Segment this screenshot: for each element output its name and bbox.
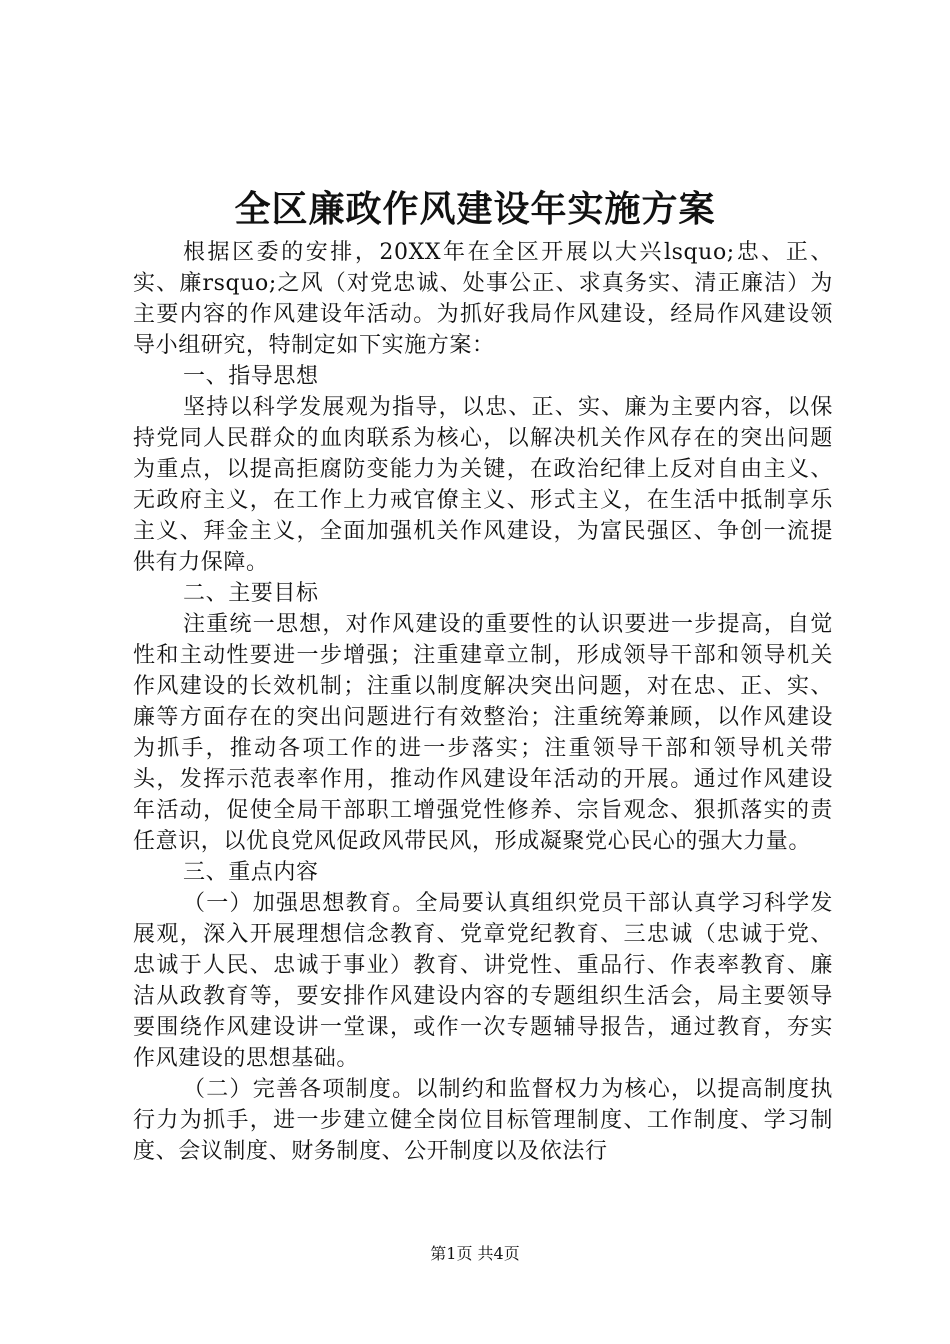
page-number-footer: 第1页 共4页 xyxy=(430,1244,520,1263)
key-content-item-1-paragraph: （一）加强思想教育。全局要认真组织党员干部认真学习科学发展观，深入开展理想信念教育、党章党纪教育、三忠诚（忠诚于党、忠诚于人民、忠诚于事业）教育、讲党性、重品行、作表率教育、廉洁从政教育等，要安排作风建设内容的专题组织生活会，局主要领导要围绕作风建设讲一堂课，或作一次专题辅导报告，通过教育，夯实作风建设的思想基础。 xyxy=(133,891,833,1071)
document-body xyxy=(133,237,833,1167)
document-title: 全区廉政作风建设年实施方案 xyxy=(234,188,716,230)
section-heading-main-goals: 二、主要目标 xyxy=(183,581,319,606)
section-heading-guiding-thought: 一、指导思想 xyxy=(183,364,319,389)
main-goals-paragraph: 注重统一思想，对作风建设的重要性的认识要进一步提高，自觉性和主动性要进一步增强；注重建章立制，形成领导干部和领导机关作风建设的长效机制；注重以制度解决突出问题，对在忠、正、实、廉等方面存在的突出问题进行有效整治；注重统筹兼顾，以作风建设为抓手，推动各项工作的进一步落实；注重领导干部和领导机关带头，发挥示范表率作用，推动作风建设年活动的开展。通过作风建设年活动，促使全局干部职工增强党性修养、宗旨观念、狠抓落实的责任意识，以优良党风促政风带民风，形成凝聚党心民心的强大力量。 xyxy=(133,612,833,854)
key-content-item-2-paragraph: （二）完善各项制度。以制约和监督权力为核心，以提高制度执行力为抓手，进一步建立健全岗位目标管理制度、工作制度、学习制度、会议制度、财务制度、公开制度以及依法行 xyxy=(133,1077,833,1164)
intro-paragraph: 根据区委的安排，20XX年在全区开展以大兴lsquo;忠、正、实、廉rsquo;之风（对党忠诚、处事公正、求真务实、清正廉洁）为主要内容的作风建设年活动。为抓好我局作风建设，经局作风建设领导小组研究，特制定如下实施方案： xyxy=(133,240,833,358)
section-heading-key-content: 三、重点内容 xyxy=(183,860,319,885)
guiding-thought-paragraph: 坚持以科学发展观为指导，以忠、正、实、廉为主要内容，以保持党同人民群众的血肉联系为核心，以解决机关作风存在的突出问题为重点，以提高拒腐防变能力为关键，在政治纪律上反对自由主义、无政府主义，在工作上力戒官僚主义、形式主义，在生活中抵制享乐主义、拜金主义，全面加强机关作风建设，为富民强区、争创一流提供有力保障。 xyxy=(133,395,833,575)
